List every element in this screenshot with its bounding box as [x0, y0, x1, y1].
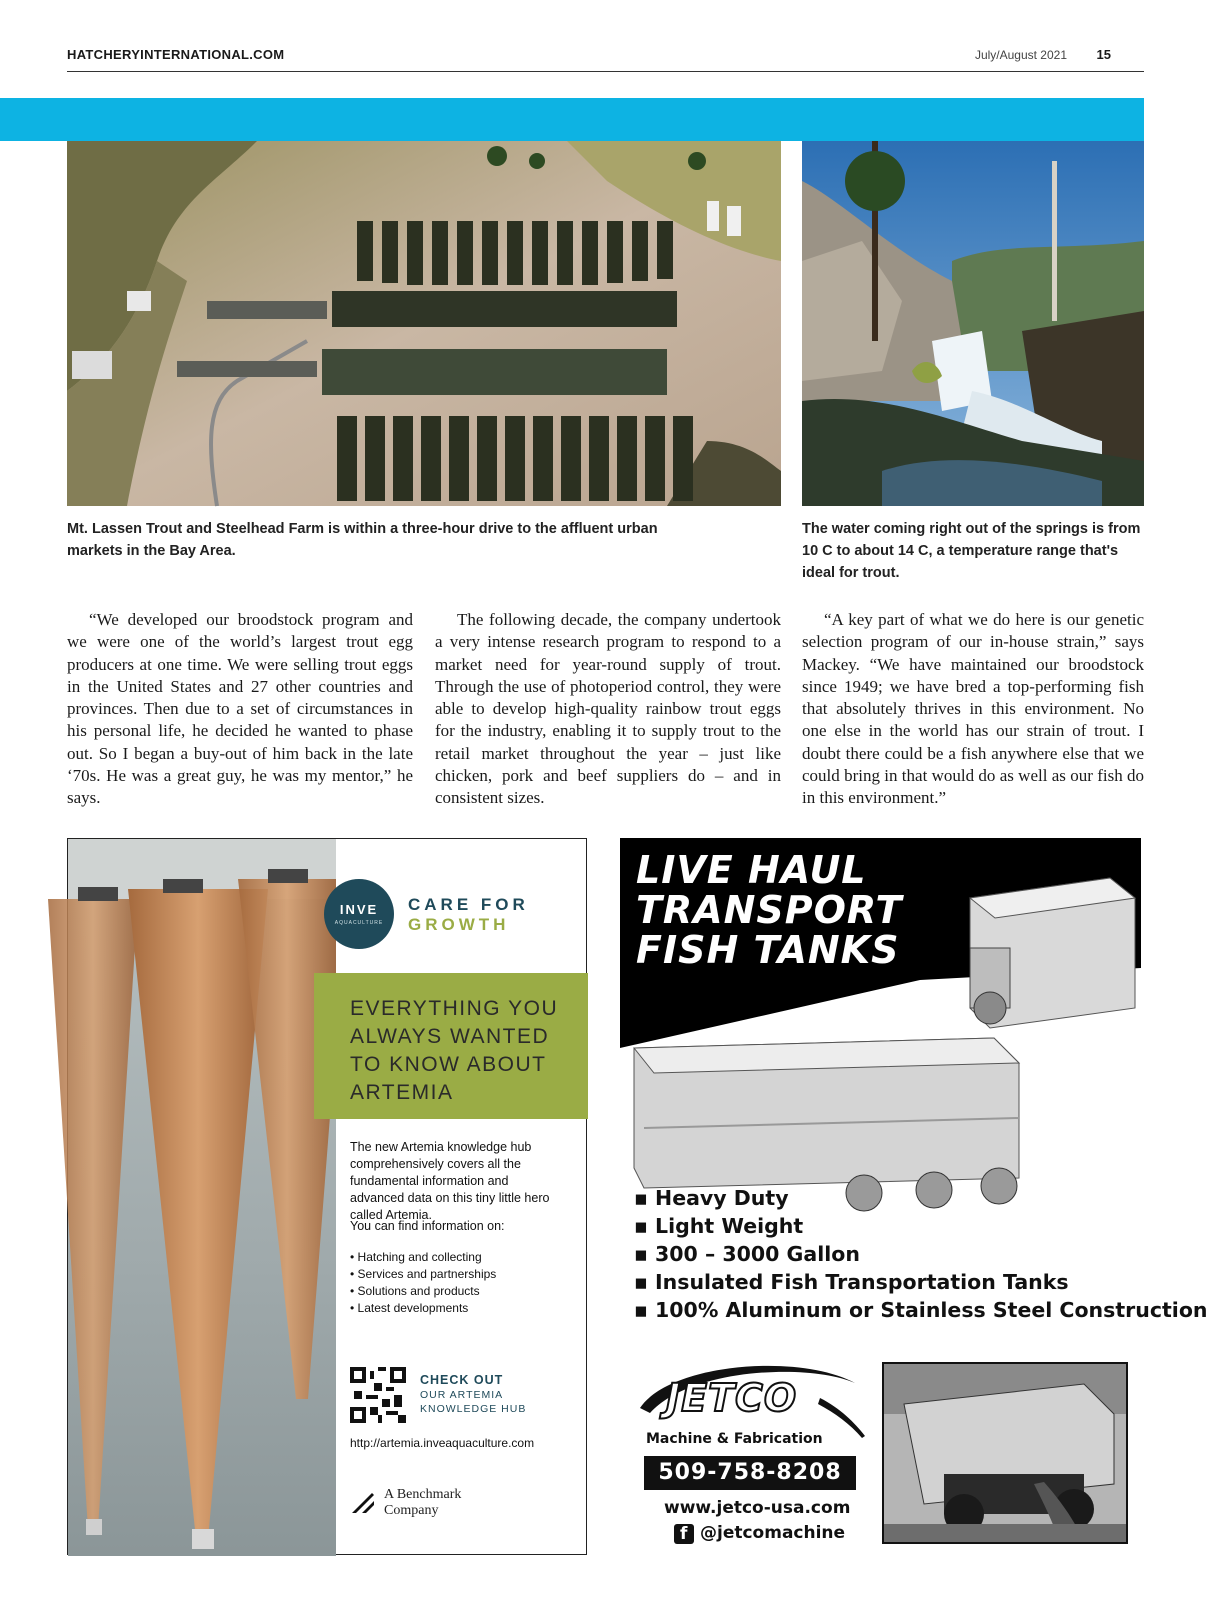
inve-headline-line: ALWAYS WANTED — [350, 1025, 550, 1048]
benchmark-logo-icon — [350, 1489, 376, 1515]
jetco-brand: JETCO — [666, 1376, 798, 1420]
benchmark-line: Company — [384, 1503, 439, 1518]
jetco-title-line: LIVE HAUL — [636, 848, 867, 892]
list-item: • Hatching and collecting — [350, 1250, 482, 1264]
jetco-truck-photo — [882, 1362, 1128, 1544]
inve-cta-1: CHECK OUT — [420, 1373, 504, 1387]
bullet-text: 300 – 3000 Gallon — [655, 1242, 860, 1266]
facebook-icon[interactable]: f — [674, 1524, 694, 1544]
right-photo-caption: The water coming right out of the springs is from 10 C to about 14 C, a temperature range that's ideal for trout. — [802, 521, 1141, 581]
jetco-phone-box[interactable] — [644, 1456, 856, 1490]
inve-advertisement[interactable] — [67, 838, 587, 1555]
jetco-title — [636, 850, 902, 970]
paragraph: The following decade, the company undertook a very intense research program to respond to a market need for year-round supply of trout. Through the use of photoperiod control, they were able to develop high-quality rainbow trout eggs for the industry, enabling it to supply trout to the retail market throughout the year – just like chicken, pork and beef suppliers do – and in consistent sizes. — [435, 610, 781, 808]
jetco-social-handle[interactable]: @jetcomachine — [700, 1523, 846, 1543]
inve-tagline-2: GROWTH — [408, 915, 510, 934]
jetco-title-line: FISH TANKS — [636, 928, 900, 972]
bullet-item: ▪ 300 – 3000 Gallon — [634, 1242, 860, 1266]
qr-code-icon[interactable] — [350, 1367, 406, 1423]
bullet-text: Heavy Duty — [655, 1186, 789, 1210]
bullet-item: ▪ Light Weight — [634, 1214, 804, 1238]
bullet-text: 100% Aluminum or Stainless Steel Construction — [655, 1298, 1208, 1322]
article-column-1 — [67, 609, 413, 810]
inve-list — [350, 1249, 496, 1317]
paragraph: “A key part of what we do here is our genetic selection program of our in-house strain,” says Mackey. “We have maintained our broodstock since 1949; we have bred a top-performing fish that absolutely thrives in this environment. No one else in the world has our strain of trout. I doubt there could be a fish anywhere else that we could bring in that would do as well as our fish do in this environment.” — [802, 610, 1144, 808]
bullet-item: ▪ 100% Aluminum or Stainless Steel Construction — [634, 1298, 1208, 1322]
inve-logo — [324, 879, 394, 949]
list-item: • Solutions and products — [350, 1284, 480, 1298]
inve-tagline-1: CARE FOR — [408, 895, 529, 914]
inve-headline-line: TO KNOW ABOUT — [350, 1053, 547, 1076]
bullet-text: Light Weight — [655, 1214, 804, 1238]
inve-headline-line: ARTEMIA — [350, 1081, 454, 1104]
inve-logo-text: INVE — [339, 902, 379, 917]
jetco-sub: Machine & Fabrication — [646, 1431, 823, 1447]
left-photo-caption: Mt. Lassen Trout and Steelhead Farm is within a three-hour drive to the affluent urban markets in the Bay Area. — [67, 521, 658, 559]
artemia-cones-photo — [68, 839, 336, 1556]
header-rule — [67, 71, 1144, 72]
inve-cta-2: OUR ARTEMIA — [420, 1389, 504, 1401]
jetco-advertisement[interactable] — [620, 838, 1208, 1555]
paragraph: “We developed our broodstock program and we were one of the world’s largest trout egg producers at one time. We were selling trout eggs in the United States and 27 other countries and provinces. Then due to a set of circumstances in his personal life, he decided he wanted to phase out. So I began a buy-out of him back in the late ‘70s. He was a great guy, he was my mentor,” he says. — [67, 610, 413, 808]
inve-intro: The new Artemia knowledge hub comprehensively covers all the fundamental information and advanced data on this tiny little hero called Artemia. — [350, 1140, 550, 1222]
list-item: • Services and partnerships — [350, 1267, 497, 1281]
jetco-logo — [630, 1358, 870, 1438]
benchmark-text — [384, 1487, 461, 1519]
jetco-website-link[interactable]: www.jetco-usa.com — [664, 1498, 851, 1518]
inve-cta-3: KNOWLEDGE HUB — [420, 1403, 527, 1415]
jetco-phone: 509-758-8208 — [658, 1460, 842, 1485]
site-name: HATCHERYINTERNATIONAL.COM — [67, 47, 285, 62]
inve-headline-box — [314, 973, 588, 1119]
inve-headline — [350, 995, 558, 1107]
list-item-text: Services and partnerships — [357, 1267, 497, 1281]
page-number: 15 — [1096, 47, 1111, 62]
farm-aerial-photo — [67, 141, 781, 506]
article-column-2 — [435, 609, 781, 810]
inve-find-label: You can find information on: — [350, 1219, 505, 1233]
bullet-item: ▪ Insulated Fish Transportation Tanks — [634, 1270, 1069, 1294]
list-item-text: Latest developments — [357, 1301, 469, 1315]
bullet-text: Insulated Fish Transportation Tanks — [655, 1270, 1069, 1294]
accent-bar — [0, 98, 1144, 141]
list-item-text: Solutions and products — [357, 1284, 480, 1298]
inve-logo-sub: AQUACULTURE — [334, 920, 384, 926]
inve-headline-line: EVERYTHING YOU — [350, 997, 559, 1020]
inve-url-link[interactable]: http://artemia.inveaquaculture.com — [350, 1436, 535, 1450]
list-item-text: Hatching and collecting — [357, 1250, 482, 1264]
jetco-bullets — [634, 1184, 1208, 1324]
jetco-title-line: TRANSPORT — [636, 888, 903, 932]
issue-date: July/August 2021 — [974, 48, 1067, 62]
waterfall-photo — [802, 141, 1144, 506]
article-column-3 — [802, 609, 1144, 810]
list-item: • Latest developments — [350, 1301, 469, 1315]
benchmark-line: A Benchmark — [384, 1487, 462, 1502]
bullet-item: ▪ Heavy Duty — [634, 1186, 789, 1210]
